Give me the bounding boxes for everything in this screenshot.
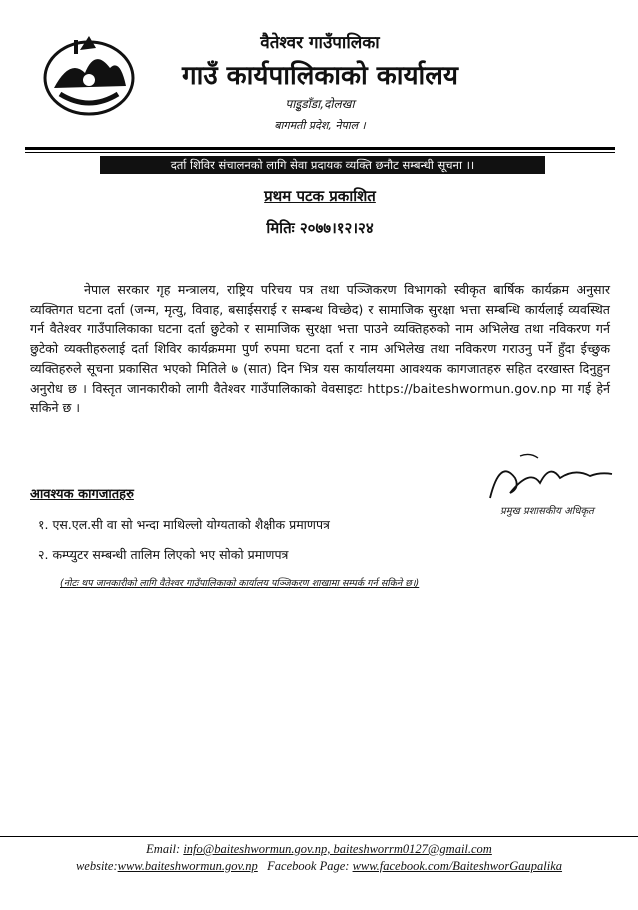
footer-rule: [0, 836, 638, 837]
requirement-item-2: २. कम्प्युटर सम्बन्धी तालिम लिएको भए सोको प्रमाणपत्र: [38, 547, 289, 562]
office-name: गाउँ कार्यपालिकाको कार्यालय: [182, 61, 458, 91]
website-link[interactable]: www.baiteshwormun.gov.np: [117, 859, 258, 873]
contact-note: (नोटः थप जानकारीको लागि वैतेश्वर गाउँपालिकाको कार्यालय पञ्जिकरण शाखामा सम्पर्क गर्न सकिने छ।): [60, 578, 420, 589]
header-rule-thin: [25, 152, 615, 153]
footer-web-line: [0, 859, 638, 874]
header-rule: [25, 147, 615, 150]
notice-date: मितिः २०७७।१२।२४: [266, 219, 374, 237]
email-link[interactable]: info@baiteshwormun.gov.np, baiteshworrm0127@gmail.com: [183, 842, 492, 856]
signature-icon: [480, 448, 620, 508]
notice-body: नेपाल सरकार गृह मन्त्रालय, राष्ट्रिय परिचय पत्र तथा पञ्जिकरण विभागको स्वीकृत बार्षिक कार्यक्रम अनुसार व्यक्तिगत घटना दर्ता (जन्म, मृत्यु, विवाह, बसाईसराई र सम्बन्ध विच्छेद) र सामाजिक सुरक्षा भत्ता सम्बन्धि कार्यलाई व्यवस्थित गर्न वैतेश्वर गाउँपालिकाका घटना दर्ता छुटेको र सामाजिक सुरक्षा भत्ता पाउने व्यक्तिहरुको नाम अभिलेख तथा नविकरण गर्न छुटेको व्यक्तीहरुलाई दर्ता शिविर कार्यक्रममा पुर्ण रुपमा घटना दर्ता र नाम अभिलेख तथा नविकरण गराउनु पर्ने हुँदा ईच्छुक व्यक्तिहरुले सूचना प्रकासित भएको मितिले ७ (सात) दिन भित्र यस कार्यालयमा आवश्यक कागजातहरु सहित दरखास्त दिनुहुन अनुरोध छ । विस्तृत जानकारीको लागी वैतेश्वर गाउँपालिकाको वेवसाइटः https://baiteshwormun.gov.np मा गई हेर्न सकिने छ ।: [30, 282, 610, 416]
office-address: पाइुडाँडा,दोलखा: [285, 97, 355, 111]
publication-status: प्रथम पटक प्रकाशित: [264, 187, 376, 205]
notice-subject: दर्ता शिविर संचालनको लागि सेवा प्रदायक व्यक्ति छनौट सम्बन्धी सूचना ।।: [100, 156, 545, 174]
nepal-emblem-icon: [40, 28, 138, 118]
facebook-label: Facebook Page:: [267, 859, 353, 873]
facebook-link[interactable]: www.facebook.com/BaiteshworGaupalika: [352, 859, 563, 873]
email-label: Email:: [146, 842, 184, 856]
requirement-item-1: १. एस.एल.सी वा सो भन्दा माथिल्लो योग्यताको शैक्षीक प्रमाणपत्र: [38, 517, 330, 532]
website-label: website:: [75, 859, 118, 873]
office-province: बागमती प्रदेश, नेपाल ।: [274, 119, 366, 132]
signature-title: प्रमुख प्रशासकीय अधिकृत: [500, 506, 594, 517]
requirements-heading: आवश्यक कागजातहरु: [30, 487, 134, 502]
footer-email-line: [0, 842, 638, 857]
municipality-name: वैतेश्वर गाउँपालिका: [260, 33, 380, 53]
